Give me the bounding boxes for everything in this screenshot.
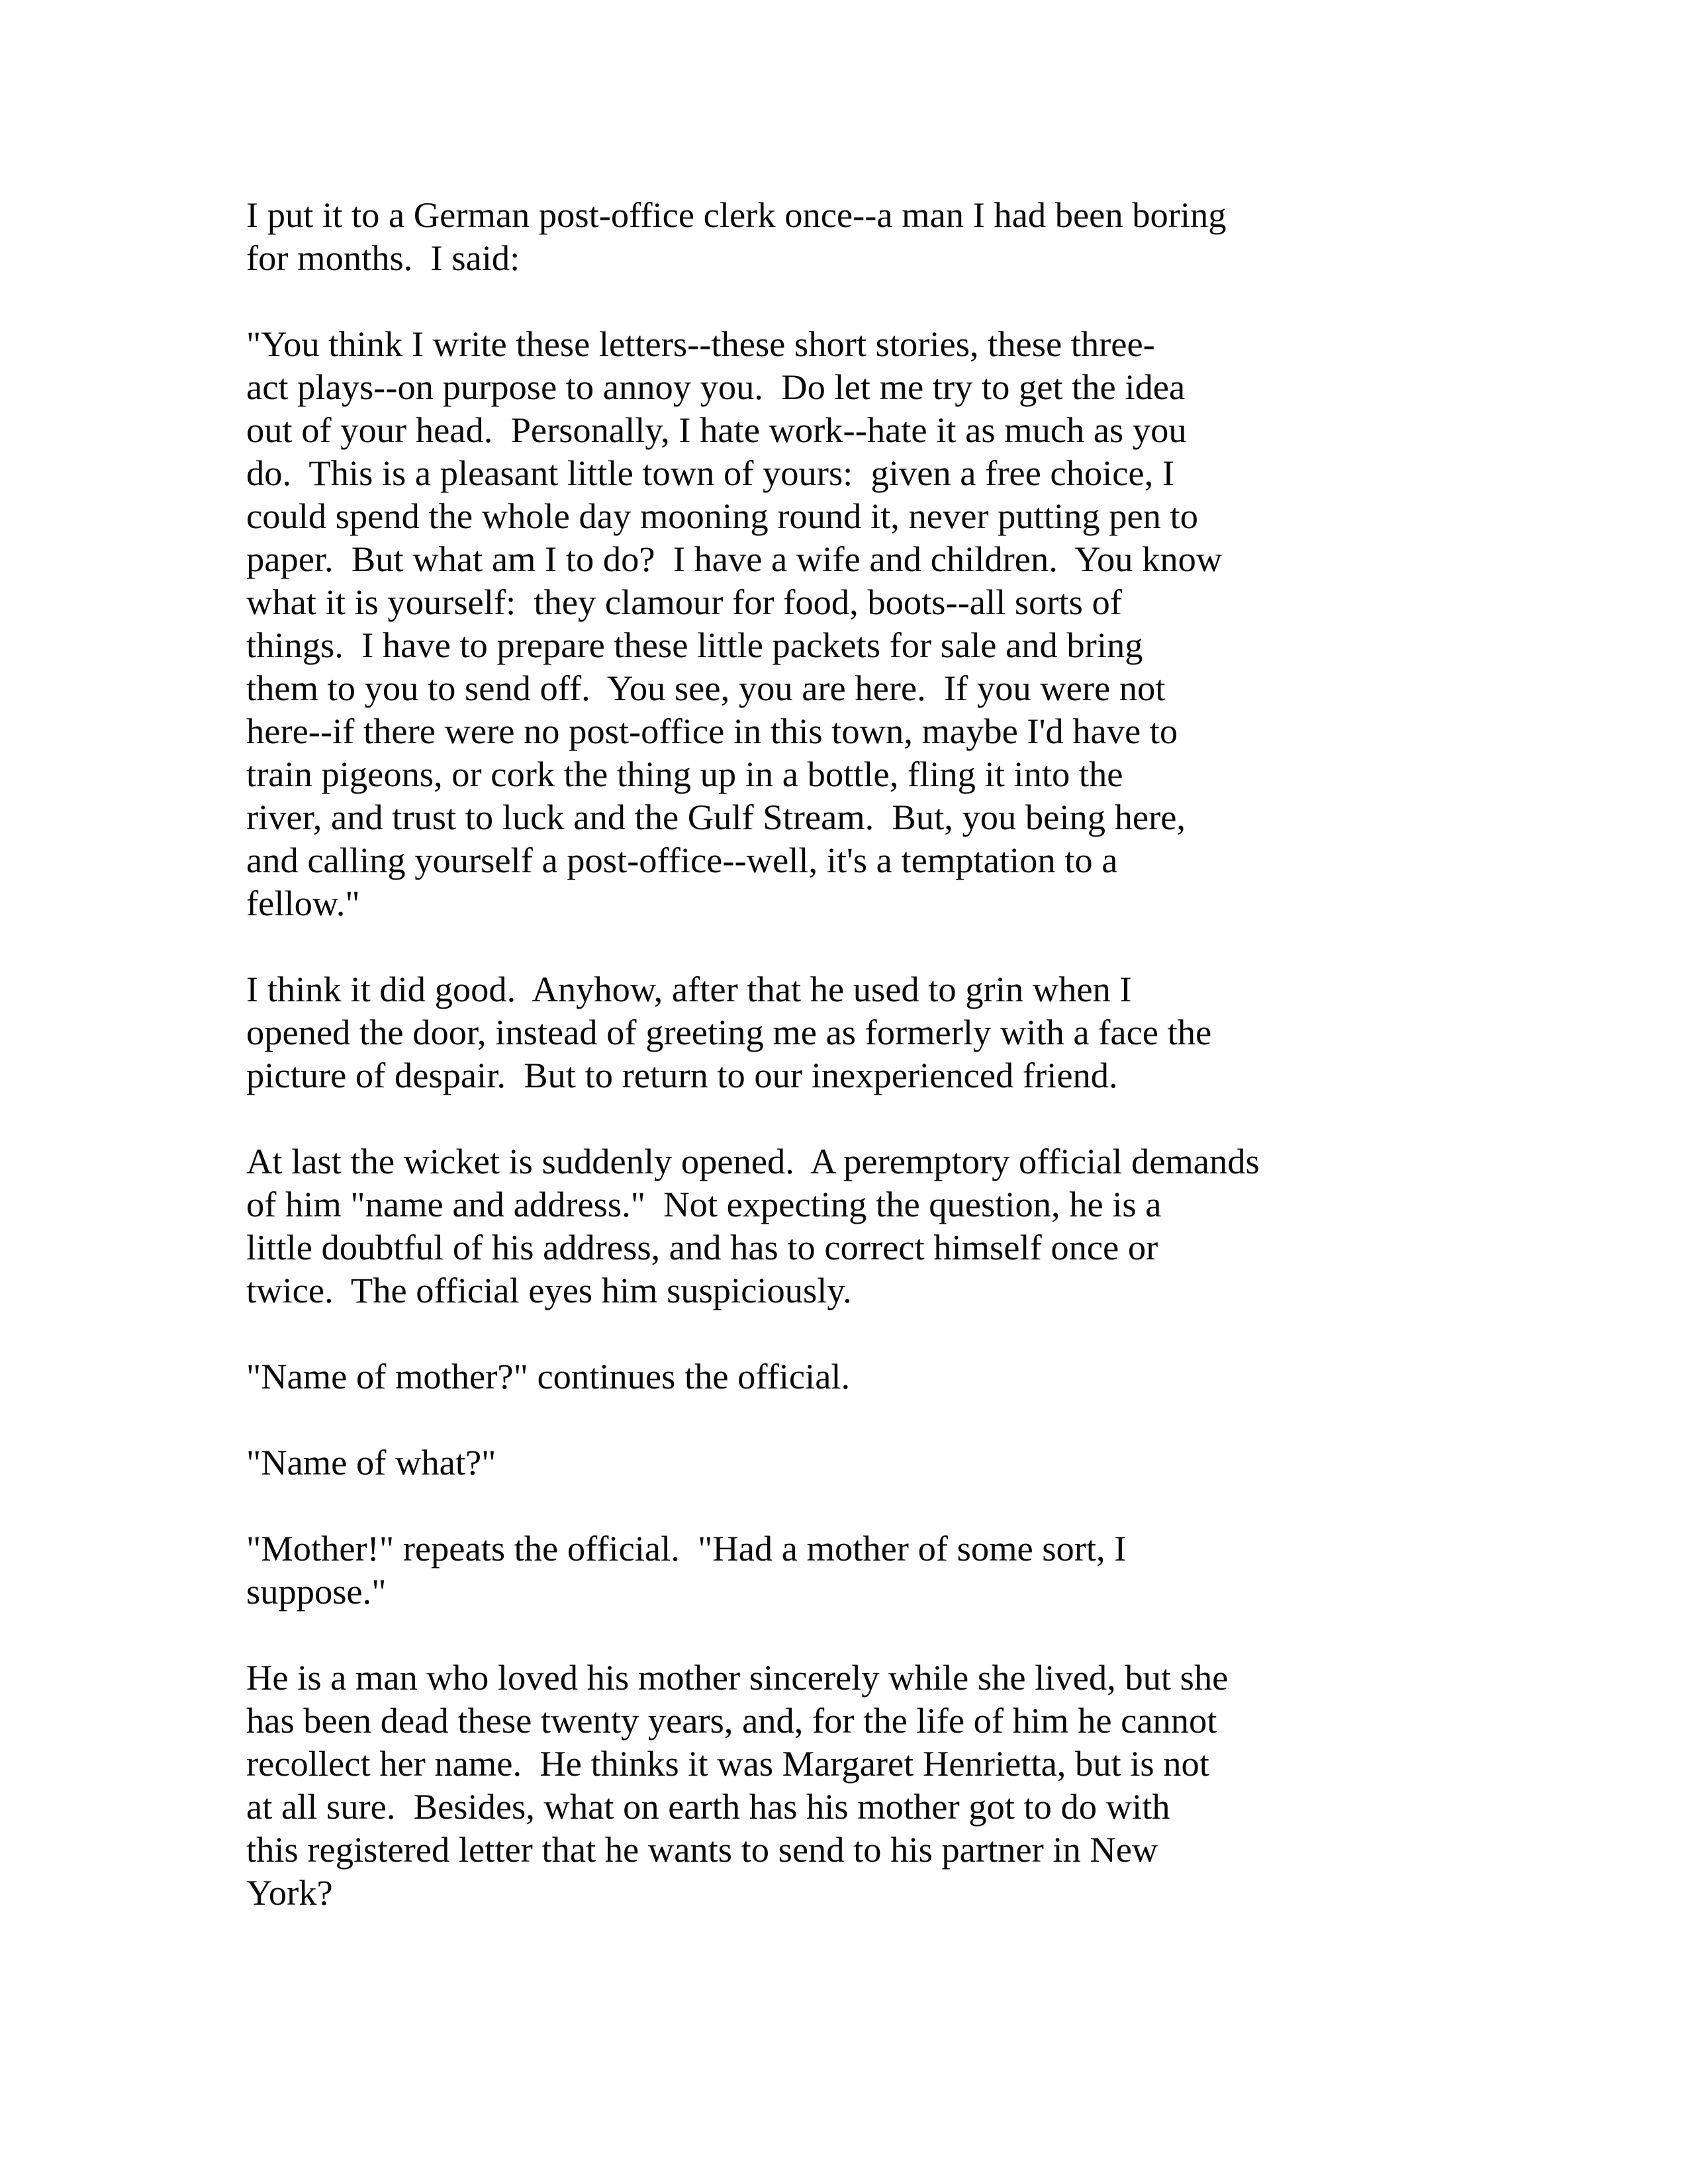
- paragraph: [246, 1140, 1504, 1312]
- text-line: York?: [246, 1872, 333, 1913]
- text-line: what it is yourself: they clamour for food, boots--all sorts of: [246, 582, 1122, 622]
- text-line: At last the wicket is suddenly opened. A peremptory official demands: [246, 1141, 1260, 1181]
- text-line: suppose.": [246, 1571, 387, 1612]
- text-line: has been dead these twenty years, and, for the life of him he cannot: [246, 1700, 1217, 1741]
- text-line: this registered letter that he wants to send to his partner in New: [246, 1829, 1158, 1870]
- paragraph: [246, 968, 1504, 1097]
- text-line: I think it did good. Anyhow, after that he used to grin when I: [246, 969, 1132, 1009]
- paragraph: [246, 1527, 1504, 1613]
- text-line: twice. The official eyes him suspiciously.: [246, 1270, 852, 1310]
- text-line: "You think I write these letters--these short stories, these three-: [246, 324, 1155, 364]
- text-line: could spend the whole day mooning round it, never putting pen to: [246, 496, 1198, 536]
- paragraph: [246, 193, 1504, 279]
- text-line: little doubtful of his address, and has to correct himself once or: [246, 1227, 1158, 1267]
- text-line: do. This is a pleasant little town of yours: given a free choice, I: [246, 453, 1174, 493]
- text-line: opened the door, instead of greeting me as formerly with a face the: [246, 1012, 1212, 1052]
- text-line: fellow.": [246, 883, 360, 923]
- paragraph: [246, 1656, 1504, 1914]
- text-line: at all sure. Besides, what on earth has his mother got to do with: [246, 1786, 1170, 1827]
- text-line: for months. I said:: [246, 238, 520, 278]
- text-line: river, and trust to luck and the Gulf Stream. But, you being here,: [246, 797, 1186, 837]
- text-line: "Mother!" repeats the official. "Had a mother of some sort, I: [246, 1528, 1127, 1569]
- text-line: picture of despair. But to return to our inexperienced friend.: [246, 1055, 1118, 1095]
- text-line: paper. But what am I to do? I have a wife and children. You know: [246, 539, 1223, 579]
- text-line: He is a man who loved his mother sincerely while she lived, but she: [246, 1657, 1229, 1698]
- paragraph: [246, 1441, 1504, 1484]
- body-text: [246, 193, 1504, 1957]
- text-line: I put it to a German post-office clerk once--a man I had been boring: [246, 195, 1227, 235]
- text-line: here--if there were no post-office in this town, maybe I'd have to: [246, 711, 1178, 751]
- text-line: "Name of what?": [246, 1442, 496, 1482]
- paragraph: [246, 1355, 1504, 1398]
- text-line: train pigeons, or cork the thing up in a bottle, fling it into the: [246, 754, 1123, 794]
- text-line: of him "name and address." Not expecting the question, he is a: [246, 1184, 1162, 1224]
- text-line: out of your head. Personally, I hate work--hate it as much as you: [246, 410, 1187, 450]
- paragraph: [246, 322, 1504, 925]
- text-line: recollect her name. He thinks it was Margaret Henrietta, but is not: [246, 1743, 1209, 1784]
- text-line: and calling yourself a post-office--well, it's a temptation to a: [246, 840, 1118, 880]
- text-line: them to you to send off. You see, you are here. If you were not: [246, 668, 1166, 708]
- text-line: "Name of mother?" continues the official.: [246, 1356, 851, 1396]
- text-line: things. I have to prepare these little packets for sale and bring: [246, 625, 1143, 665]
- text-line: act plays--on purpose to annoy you. Do let me try to get the idea: [246, 367, 1186, 407]
